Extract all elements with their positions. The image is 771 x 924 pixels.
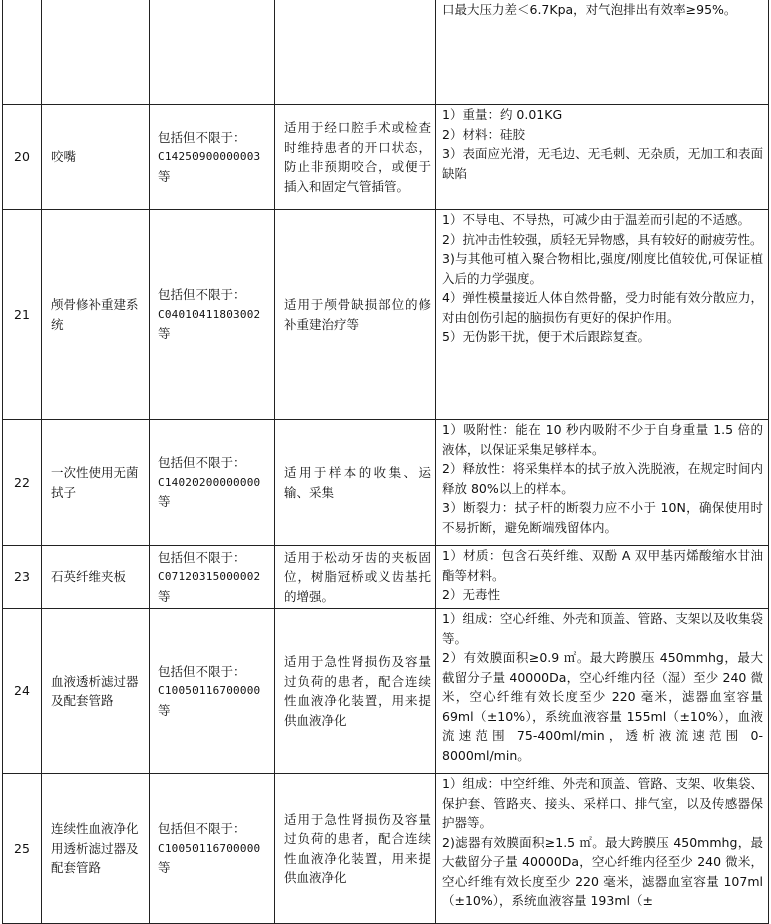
usage-description: 适用于样本的收集、运输、采集	[275, 420, 436, 546]
code-value: C04010411803002	[158, 307, 261, 321]
device-name: 石英纤维夹板	[42, 546, 150, 609]
requirement-item: 5）无伪影干扰，便于术后跟踪复查。	[442, 329, 650, 344]
classification-code	[150, 546, 275, 609]
usage-description: 适用于急性肾损伤及容量过负荷的患者，配合连续性血液净化装置，用来提供血液净化	[275, 609, 436, 774]
row-number: 22	[3, 420, 42, 546]
code-value: C10050116700000	[158, 684, 261, 698]
code-prefix: 包括但不限于：	[158, 663, 246, 679]
device-name: 咬嘴	[42, 105, 150, 210]
code-prefix: 包括但不限于：	[158, 455, 246, 471]
classification-code	[150, 420, 275, 546]
requirement-item: 3）表面应光滑，无毛边、无毛刺、无杂质，无加工和表面缺陷	[442, 146, 763, 181]
requirement-item: 1）组成：空心纤维、外壳和顶盖、管路、支架以及收集袋等。	[442, 611, 763, 646]
usage-description: 适用于急性肾损伤及容量过负荷的患者，配合连续性血液净化装置，用来提供血液净化	[275, 774, 436, 924]
requirement-item: 1）组成：中空纤维、外壳和顶盖、管路、支架、收集袋、保护套、管路夹、接头、采样口、排气室，以及传感器保护器等。	[442, 776, 763, 830]
code-value: C14020200000000	[158, 475, 261, 489]
classification-code	[150, 105, 275, 210]
code-suffix: 等	[158, 588, 171, 604]
device-name: 颅骨修补重建系统	[42, 210, 150, 420]
code-prefix: 包括但不限于：	[158, 549, 246, 565]
usage-description: 适用于松动牙齿的夹板固位，树脂冠桥或义齿基托的增强。	[275, 546, 436, 609]
code-prefix: 包括但不限于：	[158, 129, 246, 145]
table-body	[3, 0, 769, 924]
table-row	[3, 210, 769, 420]
device-name: 一次性使用无菌拭子	[42, 420, 150, 546]
requirement-item: 4）弹性模量接近人体自然骨骼，受力时能有效分散应力，对由创伤引起的脑损伤有更好的保护作用。	[442, 290, 763, 325]
requirement-item: 1）吸附性：能在 10 秒内吸附不少于自身重量 1.5 倍的液体，以保证采集足够样本。	[442, 422, 763, 457]
device-name: 连续性血液净化用透析滤过器及配套管路	[42, 774, 150, 924]
table-row	[3, 0, 769, 105]
code-prefix: 包括但不限于：	[158, 287, 246, 303]
requirement-item: 3)与其他可植入聚合物相比,强度/刚度比值较优,可保证植入后的力学强度。	[442, 251, 763, 286]
table-row	[3, 105, 769, 210]
requirement-item: 3）断裂力：拭子杆的断裂力应不小于 10N，确保使用时不易折断，避免断端残留体内。	[442, 500, 763, 535]
row-number: 25	[3, 774, 42, 924]
code-suffix: 等	[158, 494, 171, 510]
requirement-item: 2）抗冲击性较强，质轻无异物感，具有较好的耐疲劳性。	[442, 231, 763, 247]
technical-requirements	[436, 0, 769, 105]
code-value: C14250900000003	[158, 150, 261, 164]
code-value: C07120315000002	[158, 570, 261, 584]
technical-requirements	[436, 210, 769, 420]
requirement-item: 1）重量：约 0.01KG	[442, 107, 563, 122]
requirement-item: 2）材料：硅胶	[442, 126, 525, 142]
classification-code	[150, 774, 275, 924]
requirement-item: 1）不导电、不导热，可减少由于温差而引起的不适感。	[442, 212, 750, 227]
requirement-item: 2)滤器有效膜面积≥1.5 ㎡。最大跨膜压 450mmhg，最大截留分子量 40000Da，空心纤维内径至少 240 微米，空心纤维有效长度至少 220 毫米，滤器血室容量 107ml（±10%），系统血液容量 193ml（±	[442, 834, 763, 908]
device-name	[42, 0, 150, 105]
table-row	[3, 546, 769, 609]
technical-requirements	[436, 774, 769, 924]
technical-requirements	[436, 105, 769, 210]
row-number	[3, 0, 42, 105]
row-number: 21	[3, 210, 42, 420]
code-value: C10050116700000	[158, 841, 261, 855]
classification-code	[150, 210, 275, 420]
row-number: 20	[3, 105, 42, 210]
usage-description: 适用于颅骨缺损部位的修补重建治疗等	[275, 210, 436, 420]
table-row	[3, 420, 769, 546]
usage-description: 适用于经口腔手术或检查时维持患者的开口状态，防止非预期咬合，或便于插入和固定气管插管。	[275, 105, 436, 210]
technical-requirements	[436, 546, 769, 609]
requirement-item: 2）有效膜面积≥0.9 ㎡。最大跨膜压 450mmhg，最大截留分子量 40000Da，空心纤维内径（湿）至少 240 微米，空心纤维有效长度至少 220 毫米，滤器血室容量 69ml（±10%），系统血液容量 155ml（±10%），血液流速范围 75-400ml/min，透析液流速范围 0-8000ml/min。	[442, 650, 763, 763]
code-prefix: 包括但不限于：	[158, 821, 246, 837]
row-number: 23	[3, 546, 42, 609]
classification-code	[150, 609, 275, 774]
technical-requirements	[436, 420, 769, 546]
requirement-item: 2）释放性：将采集样本的拭子放入洗脱液，在规定时间内释放 80%以上的样本。	[442, 461, 763, 496]
code-suffix: 等	[158, 860, 171, 876]
device-requirements-table	[2, 0, 769, 924]
requirement-item: 口最大压力差＜6.7Kpa，对气泡排出有效率≥95%。	[442, 2, 737, 17]
row-number: 24	[3, 609, 42, 774]
table-row	[3, 774, 769, 924]
code-suffix: 等	[158, 702, 171, 718]
technical-requirements	[436, 609, 769, 774]
requirement-item: 1）材质：包含石英纤维、双酚 A 双甲基丙烯酸缩水甘油酯等材料。	[442, 548, 763, 583]
table-row	[3, 609, 769, 774]
device-name: 血液透析滤过器及配套管路	[42, 609, 150, 774]
requirement-item: 2）无毒性	[442, 587, 500, 602]
code-suffix: 等	[158, 168, 171, 184]
code-suffix: 等	[158, 326, 171, 342]
classification-code	[150, 0, 275, 105]
usage-description	[275, 0, 436, 105]
